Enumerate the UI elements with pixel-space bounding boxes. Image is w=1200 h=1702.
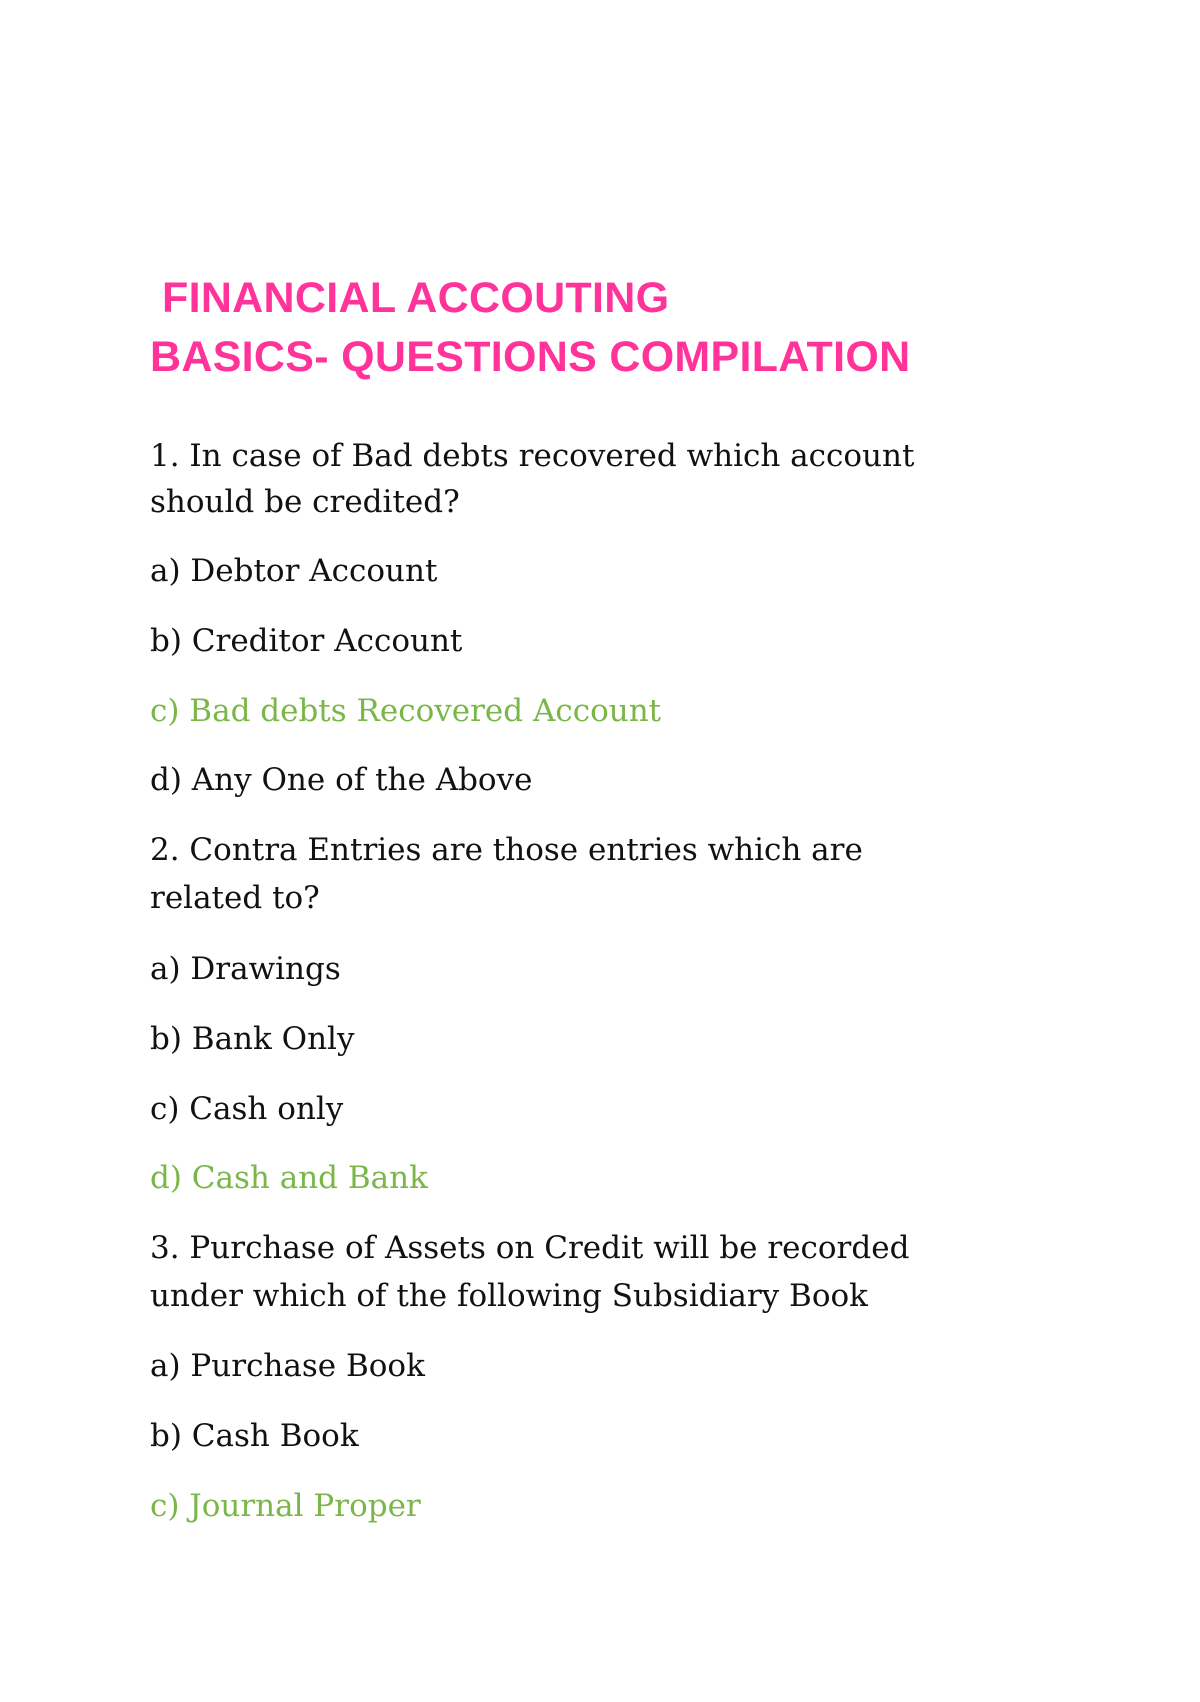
question-2-option-d-correct-answer: d) Cash and Bank <box>150 1160 428 1196</box>
question-2-text-line-2: related to? <box>150 880 320 916</box>
question-2-option-c: c) Cash only <box>150 1091 344 1127</box>
question-3-option-a: a) Purchase Book <box>150 1348 425 1384</box>
question-3-text-line-2: under which of the following Subsidiary Book <box>150 1278 868 1314</box>
question-1-text-line-1: 1. In case of Bad debts recovered which account <box>150 438 915 474</box>
question-2-text-line-1: 2. Contra Entries are those entries which are <box>150 832 863 868</box>
document-title-line-2: BASICS- QUESTIONS COMPILATION <box>150 333 911 381</box>
question-2-option-a: a) Drawings <box>150 951 341 987</box>
question-1-text-line-2: should be credited? <box>150 484 460 520</box>
question-1-option-b: b) Creditor Account <box>150 623 463 659</box>
question-3-text-line-1: 3. Purchase of Assets on Credit will be recorded <box>150 1230 910 1266</box>
question-2-option-b: b) Bank Only <box>150 1021 355 1057</box>
question-1-option-d: d) Any One of the Above <box>150 762 533 798</box>
question-1-option-a: a) Debtor Account <box>150 553 438 589</box>
document-title-line-1: FINANCIAL ACCOUTING <box>162 274 670 322</box>
question-1-option-c-correct-answer: c) Bad debts Recovered Account <box>150 693 662 729</box>
question-3-option-c-correct-answer: c) Journal Proper <box>150 1488 421 1524</box>
question-3-option-b: b) Cash Book <box>150 1418 359 1454</box>
